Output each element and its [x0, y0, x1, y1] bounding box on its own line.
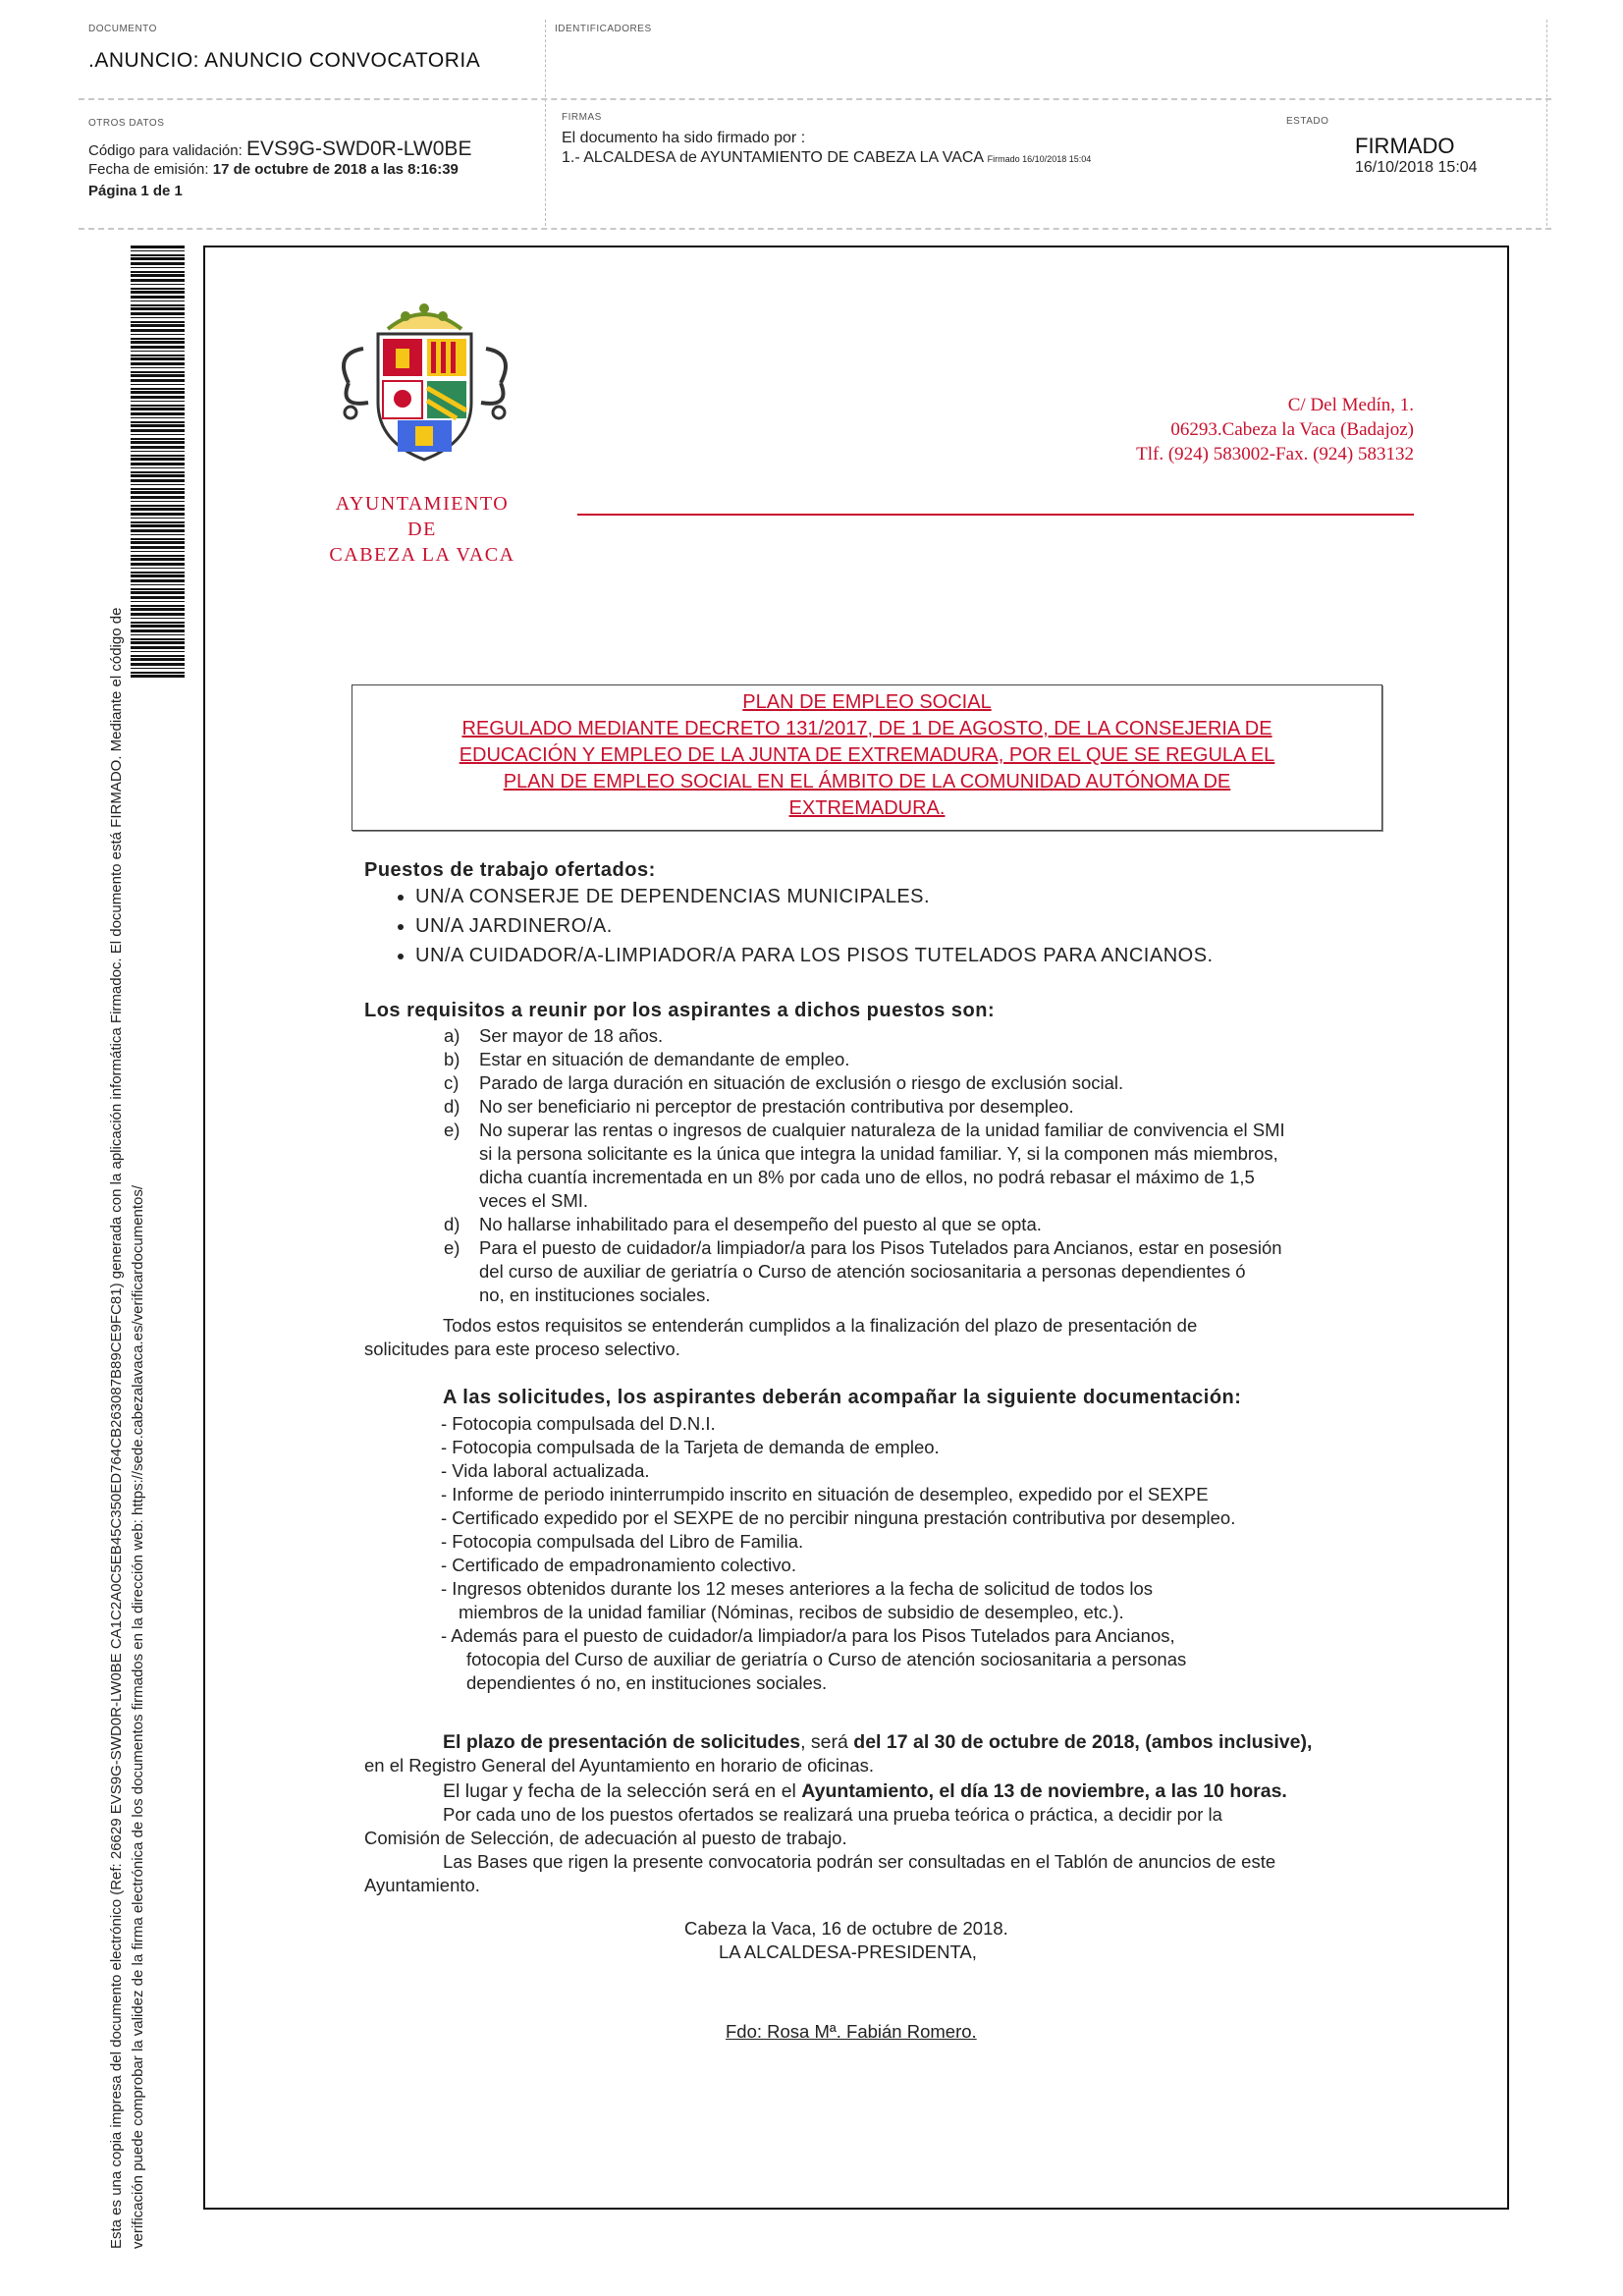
- documentation-heading: A las solicitudes, los aspirantes deberán acompañar la siguiente documentación:: [443, 1387, 1242, 1408]
- status-value: FIRMADO: [1355, 134, 1455, 158]
- title-box: [352, 684, 1382, 831]
- documentation-list: [441, 1412, 1364, 1695]
- documentation-item: - Fotocopia compulsada del Libro de Familia.: [441, 1531, 804, 1552]
- requirement-d-2: d) No hallarse inhabilitado para el desempeño del puesto al que se opta.: [444, 1214, 1042, 1234]
- requirements-note: Todos estos requisitos se entenderán cumplidos a la finalización del plazo de presentación de solicitudes para este proceso selectivo.: [364, 1315, 1198, 1359]
- position-item: • UN/A CONSERJE DE DEPENDENCIAS MUNICIPALES.: [415, 882, 1446, 911]
- validation-code-prefix: Código para validación:: [88, 142, 243, 159]
- estado-label: ESTADO: [1286, 116, 1329, 127]
- signer-name: 1.- ALCALDESA de AYUNTAMIENTO DE CABEZA LA VACA: [562, 149, 984, 166]
- header-rule-1: [79, 98, 1551, 100]
- coat-of-arms-icon: [329, 295, 520, 466]
- page-indicator: Página 1 de 1: [88, 183, 183, 199]
- header-rule-2: [79, 228, 1551, 230]
- documentation-item: - Ingresos obtenidos durante los 12 meses anteriores a la fecha de solicitud de todos los: [441, 1578, 1154, 1599]
- documentation-item: - Vida laboral actualizada.: [441, 1460, 650, 1481]
- side-verification-text-2: verificación puede comprobar la validez de la firma electrónica de los documentos firmados en la dirección web: https://sede.cabezalavaca.es/verificardocumentos/: [130, 1184, 146, 2249]
- firmas-label: FIRMAS: [562, 112, 602, 123]
- documentation-item: - Certificado de empadronamiento colectivo.: [441, 1555, 796, 1575]
- signer-date: Firmado 16/10/2018 15:04: [987, 154, 1092, 164]
- position-item: • UN/A JARDINERO/A.: [415, 911, 1446, 941]
- requirement-d: d) No ser beneficiario ni perceptor de prestación contributiva por desempleo.: [444, 1096, 1074, 1117]
- address-city: 06293.Cabeza la Vaca (Badajoz): [1170, 419, 1414, 440]
- side-verification-text-1: Esta es una copia impresa del documento electrónico (Ref: 26629 EVS9G-SWD0R-LW0BE CA1C2A0C5EB45C350ED764CB263087B89CE9FC81) generada con la aplicación informática Firmadoc. El documento está FIRMADO. Mediante el código de: [108, 607, 125, 2249]
- requirement-e: e) No superar las rentas o ingresos de cualquier naturaleza de la unidad familiar de convivencia el SMI si la persona solicitante es la única que integra la unidad familiar. Y, si la componen más miembros, dicha cuantía incrementada en un 8% por cada uno de ellos, no podrá rebasar el máximo de 1,5 veces el SMI.: [444, 1120, 1285, 1211]
- documentation-item-cont: dependientes ó no, en instituciones sociales.: [466, 1672, 828, 1693]
- address-block: [982, 393, 1414, 466]
- positions-list: [347, 882, 1446, 970]
- header-divider-1: [545, 20, 546, 226]
- otros-datos-label: OTROS DATOS: [88, 118, 165, 129]
- requirement-e-2: e) Para el puesto de cuidador/a limpiador/a para los Pisos Tutelados para Ancianos, estar en posesión del curso de auxiliar de geriatría o Curso de atención sociosanitaria a personas dependientes ó no, en instituciones sociales.: [444, 1237, 1282, 1305]
- barcode-image: [131, 246, 185, 678]
- position-item: • UN/A CUIDADOR/A-LIMPIADOR/A PARA LOS PISOS TUTELADOS PARA ANCIANOS.: [415, 941, 1446, 970]
- address-street: C/ Del Medín, 1.: [1287, 395, 1414, 415]
- requirements-list: [444, 1024, 1362, 1307]
- title-line-1: PLAN DE EMPLEO SOCIAL: [742, 691, 992, 713]
- deadline-dates: del 17 al 30 de octubre de 2018, (ambos inclusive),: [853, 1731, 1313, 1753]
- title-line-3: EDUCACIÓN Y EMPLEO DE LA JUNTA DE EXTREMADURA, POR EL QUE SE REGULA EL: [459, 744, 1275, 766]
- issue-date: 17 de octubre de 2018 a las 8:16:39: [212, 161, 459, 178]
- signature-place-date: Cabeza la Vaca, 16 de octubre de 2018.: [684, 1918, 1008, 1939]
- deadline-paragraph: El plazo de presentación de solicitudes, será del 17 al 30 de octubre de 2018, (ambos inclusive), en el Registro General del Ayuntamiento en horario de oficinas. El lugar y fecha de la selección será en el Ayuntamiento, el día 13 de noviembre, a las 10 horas. Por cada uno de los puestos ofertados se realizará una prueba teórica o práctica, a decidir por la Comisión de Selección, de adecuación al puesto de trabajo. Las Bases que rigen la presente convocatoria podrán ser consultadas en el Tablón de anuncios de este Ayuntamiento.: [364, 1730, 1366, 1897]
- status-date: 16/10/2018 15:04: [1355, 159, 1478, 176]
- organization-line-2: DE: [407, 519, 437, 540]
- documento-label: DOCUMENTO: [88, 24, 157, 34]
- requirement-a: a) Ser mayor de 18 años.: [444, 1025, 664, 1046]
- documentation-item: - Además para el puesto de cuidador/a limpiador/a para los Pisos Tutelados para Ancianos,: [441, 1625, 1175, 1646]
- identificadores-label: IDENTIFICADORES: [555, 24, 652, 34]
- title-line-4: PLAN DE EMPLEO SOCIAL EN EL ÁMBITO DE LA COMUNIDAD AUTÓNOMA DE: [503, 771, 1231, 793]
- documentation-item: - Informe de periodo ininterrumpido inscrito en situación de desempleo, expedido por el SEXPE: [441, 1484, 1209, 1504]
- signed-by-text: El documento ha sido firmado por :: [562, 130, 806, 146]
- signature-name: Fdo: Rosa Mª. Fabián Romero.: [726, 2021, 977, 2042]
- organization-line-1: AYUNTAMIENTO: [335, 493, 510, 515]
- organization-line-3: CABEZA LA VACA: [329, 544, 515, 566]
- documentation-item-cont: fotocopia del Curso de auxiliar de geriatría o Curso de atención sociosanitaria a personas: [466, 1649, 1187, 1669]
- title-line-2: REGULADO MEDIANTE DECRETO 131/2017, DE 1 DE AGOSTO, DE LA CONSEJERIA DE: [461, 718, 1272, 739]
- title-line-5: EXTREMADURA.: [788, 797, 946, 819]
- selection-date: El lugar y fecha de la selección será en el Ayuntamiento, el día 13 de noviembre, a las 10 horas.: [443, 1780, 1287, 1802]
- header-divider-2: [1546, 20, 1547, 226]
- issue-date-prefix: Fecha de emisión:: [88, 161, 209, 178]
- deadline-label: El plazo de presentación de solicitudes: [443, 1731, 801, 1753]
- documentation-item: - Fotocopia compulsada de la Tarjeta de demanda de empleo.: [441, 1437, 940, 1457]
- requirements-heading: Los requisitos a reunir por los aspirantes a dichos puestos son:: [364, 1000, 996, 1021]
- issue-date-row: [88, 161, 459, 178]
- organization-name: [275, 491, 569, 568]
- address-phone: Tlf. (924) 583002-Fax. (924) 583132: [1136, 444, 1414, 465]
- signature-role: LA ALCALDESA-PRESIDENTA,: [719, 1941, 977, 1962]
- documentation-item-cont: miembros de la unidad familiar (Nóminas, recibos de subsidio de desempleo, etc.).: [459, 1602, 1124, 1622]
- validation-code-row: [88, 137, 471, 161]
- letterhead-rule: [577, 514, 1414, 516]
- requirement-b: b) Estar en situación de demandante de empleo.: [444, 1049, 850, 1069]
- documentation-item: - Fotocopia compulsada del D.N.I.: [441, 1413, 716, 1434]
- documentation-item: - Certificado expedido por el SEXPE de no percibir ninguna prestación contributiva por desempleo.: [441, 1507, 1236, 1528]
- positions-heading: Puestos de trabajo ofertados:: [364, 859, 656, 881]
- document-title: .ANUNCIO: ANUNCIO CONVOCATORIA: [88, 49, 481, 72]
- validation-code: EVS9G-SWD0R-LW0BE: [245, 137, 472, 160]
- signer-row: [562, 149, 1091, 167]
- requirement-c: c) Parado de larga duración en situación de exclusión o riesgo de exclusión social.: [444, 1072, 1124, 1093]
